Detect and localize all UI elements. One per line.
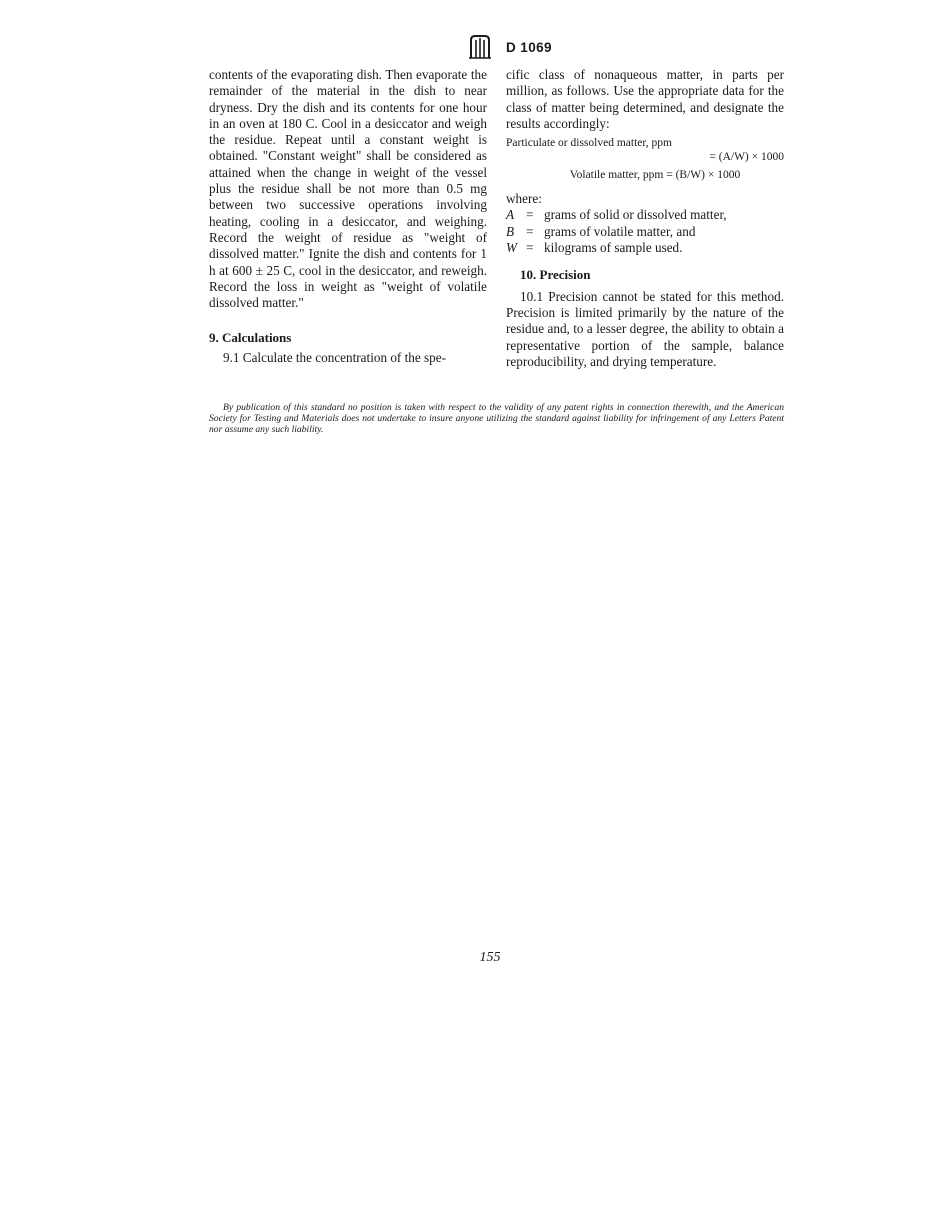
standard-designation: D 1069	[506, 39, 552, 55]
variable-row-a	[506, 207, 784, 223]
variable-symbol: A	[506, 207, 515, 223]
astm-logo-icon	[468, 34, 492, 60]
page-header	[468, 34, 552, 60]
where-label: where:	[506, 191, 542, 207]
paragraph-9-1: 9.1 Calculate the concentration of the spe-	[223, 349, 447, 365]
left-column	[209, 67, 487, 366]
right-column	[506, 67, 784, 370]
page-number: 155	[479, 950, 501, 965]
variable-equals: =	[526, 240, 534, 256]
formula-1-expression: = (A/W) × 1000	[709, 151, 784, 164]
patent-footnote: By publication of this standard no position is taken with respect to the validity of any patent rights in connection therewith, and the American Society for Testing and Materials does not undertake to insure anyone utilizing the standard against liability for infringement of any Letters Patent nor assume any such liability.	[209, 402, 784, 435]
variable-description: grams of volatile matter, and	[544, 223, 696, 239]
section-9-heading: 9. Calculations	[209, 330, 292, 346]
variable-equals: =	[526, 223, 534, 239]
paragraph-procedure: contents of the evaporating dish. Then evaporate the remainder of the material in the dish to near dryness. Dry the dish and its contents for one hour in an oven at 180 C. Cool in a desiccator and weigh the residue. Repeat until a constant weight is obtained. "Constant weight" shall be considered as attained when the change in weight of the vessel plus the residue shall be not more than 0.5 mg between two successive operations involving heating, cooling in a desiccator, and weighing. Record the weight of residue as "weight of dissolved matter." Ignite the dish and contents for 1 h at 600 ± 25 C, cool in the desiccator, and reweigh. Record the loss in weight as "weight of volatile dissolved matter."	[209, 67, 487, 311]
variable-symbol: B	[506, 223, 515, 239]
formula-1-label: Particulate or dissolved matter, ppm	[506, 137, 672, 150]
formula-2: Volatile matter, ppm = (B/W) × 1000	[569, 169, 741, 182]
paragraph-10-1: 10.1 Precision cannot be stated for this method. Precision is limited primarily by the nature of the residue and, to a lesser degree, the ability to obtain a representative portion of the sample, balance reproducibility, and drying temperature.	[506, 288, 784, 369]
paragraph-9-1-continued: cific class of nonaqueous matter, in parts per million, as follows. Use the appropriate data for the class of matter being determined, and designate the results accordingly:	[506, 67, 784, 131]
variable-description: grams of solid or dissolved matter,	[544, 207, 727, 223]
variable-list	[506, 207, 784, 256]
variable-symbol: W	[506, 240, 517, 256]
section-10-heading: 10. Precision	[520, 267, 591, 283]
variable-row-b	[506, 224, 784, 240]
variable-description: kilograms of sample used.	[544, 240, 683, 256]
variable-equals: =	[526, 207, 534, 223]
variable-row-w	[506, 240, 784, 256]
